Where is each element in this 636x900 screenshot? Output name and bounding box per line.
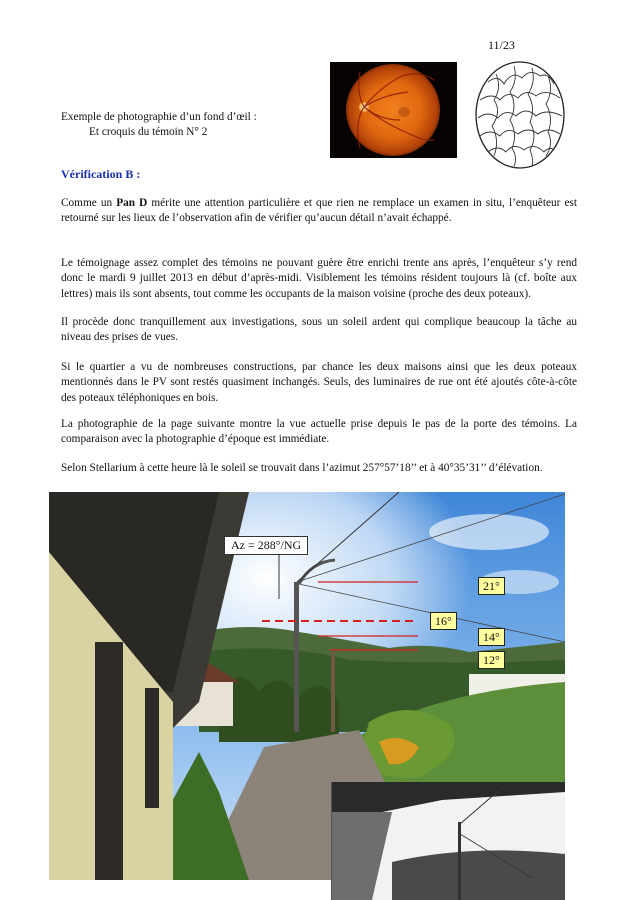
historical-inset-photo bbox=[331, 782, 565, 900]
elevation-12-label: 12° bbox=[478, 651, 505, 669]
section-heading: Vérification B : bbox=[61, 167, 141, 181]
paragraph-2: Le témoignage assez complet des témoins ne pouvant guère être enrichi trente ans après, l’enquêteur s’y rend donc le mardi 9 juillet 2013 en début d’après-midi. Visiblement les témoins résident toujours là (cf. boîte aux lettres) mais ils sont absents, tout comme les occupants de la maison voisine (proche des deux poteaux). bbox=[61, 257, 577, 300]
paragraph-3: Il procède donc tranquillement aux investigations, sous un soleil ardent qui complique beaucoup la tâche au niveau des prises de vues. bbox=[61, 316, 577, 344]
p1-text-b: mérite une attention particulière et que rien ne remplace un examen in situ, l’enquêteur est retourné sur les lieux de l’observation afin de vérifier qu’aucun détail n’avait échappé. bbox=[61, 197, 578, 225]
elevation-21-label: 21° bbox=[478, 577, 505, 595]
caption-line-2: Et croquis du témoin N° 2 bbox=[89, 126, 208, 138]
page-number: 11/23 bbox=[488, 38, 515, 52]
paragraph-4: Si le quartier a vu de nombreuses constructions, par chance les deux maisons ainsi que les deux poteaux mentionnés dans le PV sont restés quasiment inchangés. Seuls, des luminaires de rue ont été ajoutés côte-à-côte des poteaux téléphoniques en bois. bbox=[61, 361, 577, 404]
paragraph-6: Selon Stellarium à cette heure là le soleil se trouvait dans l’azimut 257°57’18’’ et à 40°35’31’’ d’élévation. bbox=[61, 462, 543, 474]
elevation-16-label: 16° bbox=[430, 612, 457, 630]
p1-text-a: Comme un bbox=[61, 197, 117, 209]
caption-line-1: Exemple de photographie d’un fond d’œil : bbox=[61, 111, 257, 123]
azimuth-label: Az = 288°/NG bbox=[224, 536, 308, 555]
p1-bold: Pan D bbox=[116, 197, 148, 209]
paragraph-5: La photographie de la page suivante montre la vue actuelle prise depuis le pas de la porte des témoins. La comparaison avec la photographie d’époque est immédiate. bbox=[61, 418, 577, 446]
elevation-14-label: 14° bbox=[478, 628, 505, 646]
